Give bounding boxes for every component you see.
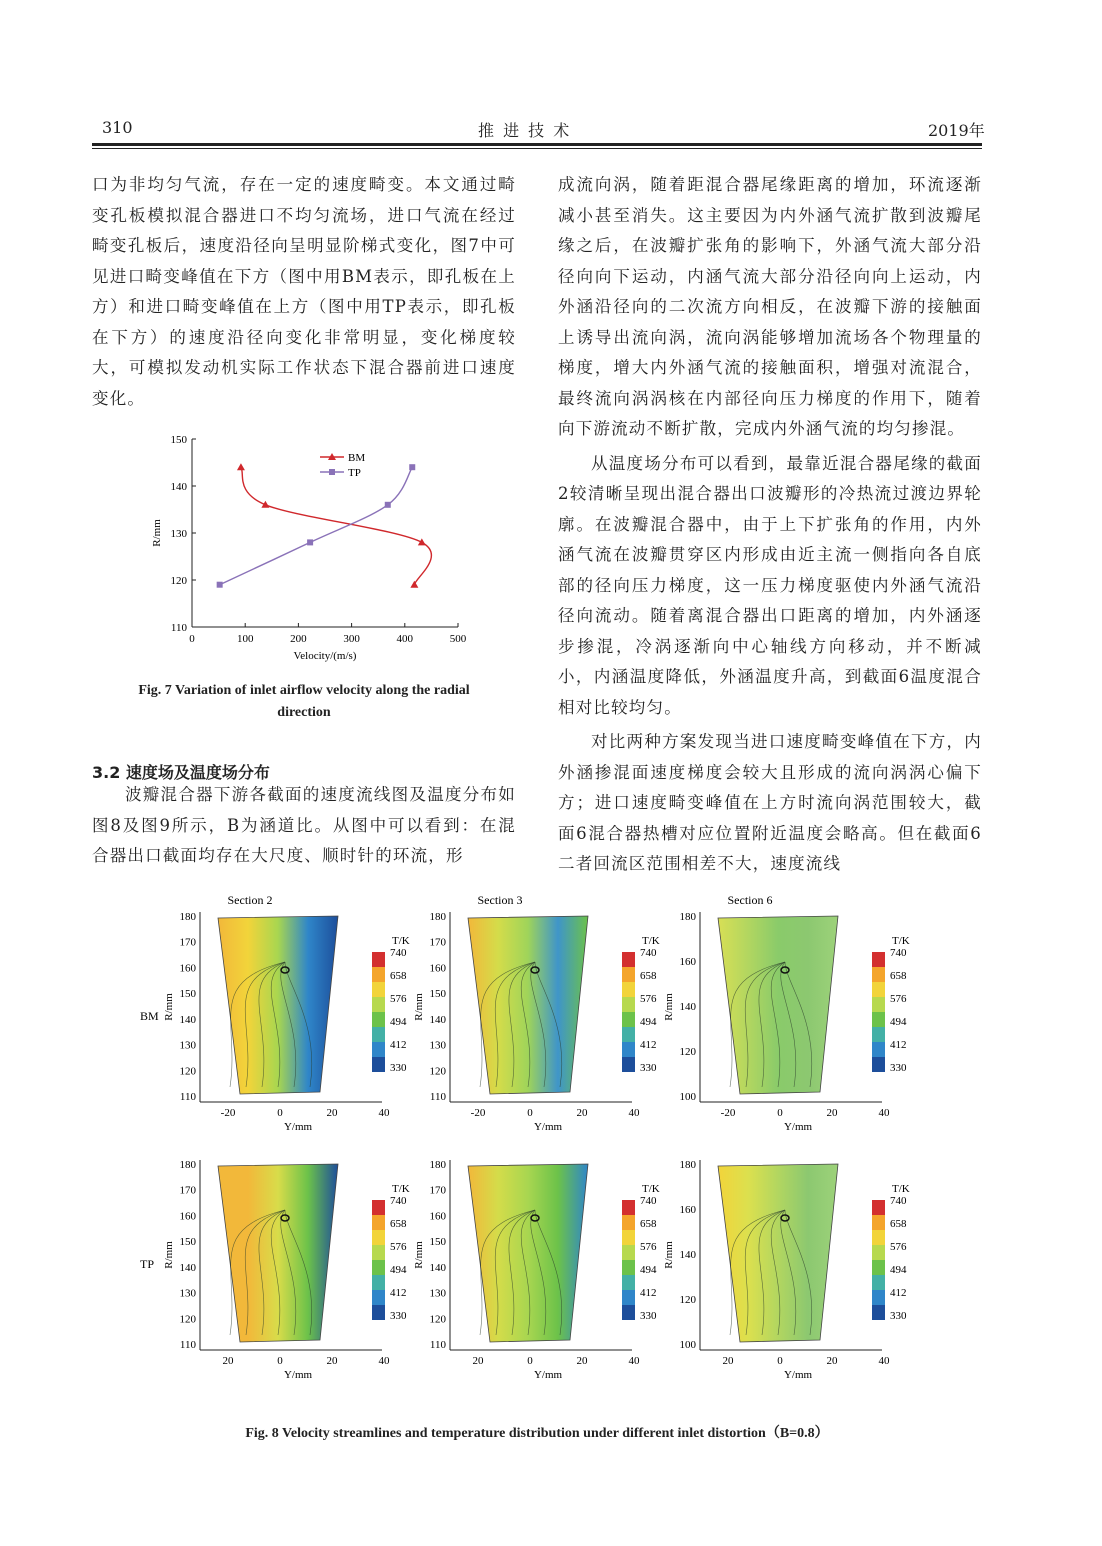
y-tick-label: 160: [429, 962, 446, 975]
data-point-TP: [409, 464, 415, 470]
colorbar-label: 576: [390, 1241, 407, 1253]
colorbar-title: T/K: [392, 1183, 410, 1195]
colorbar-label: 740: [640, 1195, 657, 1207]
y-tick-label: 150: [179, 988, 196, 1001]
y-tick-label: 130: [179, 1287, 196, 1300]
x-tick-label: 40: [378, 1355, 390, 1367]
y-tick-label: 170: [179, 1184, 196, 1197]
colorbar-label: 658: [390, 1218, 407, 1230]
colorbar-swatch: [872, 982, 885, 997]
colorbar-label: 494: [890, 1016, 907, 1028]
x-tick-label: -20: [220, 1107, 236, 1119]
colorbar-title: T/K: [892, 1183, 910, 1195]
x-axis-label: Y/mm: [283, 1369, 313, 1381]
x-tick-label: 0: [777, 1107, 783, 1119]
colorbar-swatch: [872, 1057, 885, 1072]
y-axis-label: R/mm: [151, 519, 163, 547]
y-tick-label: 180: [179, 1159, 196, 1171]
data-point-BM: [237, 463, 245, 470]
x-tick-label: -20: [470, 1107, 486, 1119]
colorbar-swatch: [372, 1305, 385, 1320]
temperature-contour: [718, 916, 838, 1094]
y-tick-label: 180: [429, 1159, 446, 1171]
colorbar-swatch: [372, 1275, 385, 1290]
x-tick-label: 40: [878, 1355, 890, 1367]
paragraph: 波瓣混合器下游各截面的速度流线图及温度分布如图8及图9所示，B为涵道比。从图中可以看到：在混合器出口截面均存在大尺度、顺时针的环流，形: [92, 785, 516, 865]
x-tick-label: 20: [826, 1107, 838, 1119]
x-tick-label: 20: [576, 1355, 588, 1367]
colorbar-label: 740: [890, 947, 907, 959]
x-tick-label: -20: [720, 1107, 736, 1119]
y-tick-label: 140: [679, 1001, 696, 1013]
colorbar-label: 658: [890, 1218, 907, 1230]
y-tick-label: 110: [429, 1091, 446, 1103]
x-tick-label: 20: [472, 1355, 484, 1367]
x-tick-label: 400: [396, 633, 414, 645]
page-number: 310: [102, 118, 133, 137]
x-tick-label: 300: [343, 633, 360, 645]
y-tick-label: 180: [429, 911, 446, 923]
y-tick-label: 140: [429, 1013, 446, 1026]
colorbar-swatch: [372, 1042, 385, 1057]
colorbar-swatch: [622, 1290, 635, 1305]
colorbar-label: 330: [390, 1062, 407, 1074]
temperature-contour: [218, 1164, 338, 1342]
x-tick-label: 40: [628, 1107, 640, 1119]
colorbar-label: 412: [890, 1287, 907, 1299]
colorbar-swatch: [622, 952, 635, 967]
y-axis-label: R/mm: [663, 1241, 675, 1269]
colorbar-label: 494: [390, 1016, 407, 1028]
x-tick-label: 0: [527, 1355, 533, 1367]
colorbar-label: 658: [640, 970, 657, 982]
colorbar-swatch: [372, 982, 385, 997]
colorbar-label: 576: [890, 993, 907, 1005]
colorbar-swatch: [372, 1260, 385, 1275]
colorbar-swatch: [872, 1275, 885, 1290]
series-line-TP: [220, 467, 413, 585]
colorbar-swatch: [622, 1305, 635, 1320]
colorbar-swatch: [372, 1290, 385, 1305]
colorbar-label: 330: [890, 1310, 907, 1322]
colorbar-swatch: [372, 1230, 385, 1245]
colorbar-swatch: [622, 1200, 635, 1215]
y-tick-label: 130: [170, 528, 187, 540]
colorbar-label: 658: [390, 970, 407, 982]
y-tick-label: 120: [179, 1065, 196, 1078]
colorbar-label: 494: [890, 1264, 907, 1276]
colorbar-label: 330: [640, 1310, 657, 1322]
data-point-TP: [307, 539, 313, 545]
data-point-TP: [217, 582, 223, 588]
caption-line: direction: [277, 705, 331, 720]
y-tick-label: 140: [179, 1013, 196, 1026]
colorbar-swatch: [372, 1027, 385, 1042]
journal-name: 推 进 技 术: [478, 121, 572, 140]
x-tick-label: 20: [326, 1107, 338, 1119]
y-tick-label: 160: [429, 1210, 446, 1223]
colorbar-swatch: [872, 1042, 885, 1057]
y-tick-label: 160: [179, 1210, 196, 1223]
x-tick-label: 0: [527, 1107, 533, 1119]
x-tick-label: 500: [449, 633, 467, 645]
legend-label: TP: [348, 467, 361, 479]
header-rule-thin: [92, 148, 982, 149]
paragraph: 成流向涡，随着距混合器尾缘距离的增加，环流逐渐减小甚至消失。这主要因为内外涵气流扩散到波瓣尾缘之后，在波瓣扩张角的影响下，外涵气流大部分沿径向向下运动，内涵气流大部分沿径向向上运动，内外涵沿径向的二次流方向相反，在波瓣下游的接触面上诱导出流向涡，流向涡能够增加流场各个物理量的梯度，增大内外涵气流的接触面积，增强对流混合，最终流向涡涡核在内部径向压力梯度的作用下，随着向下游流动不断扩散，完成内外涵气流的均匀掺混。: [558, 175, 982, 438]
x-tick-label: 20: [826, 1355, 838, 1367]
caption-line: Fig. 7 Variation of inlet airflow velocity along the radial: [138, 683, 470, 698]
x-tick-label: 20: [576, 1107, 588, 1119]
y-tick-label: 120: [179, 1313, 196, 1326]
colorbar-swatch: [622, 1057, 635, 1072]
section-heading: 3.2 速度场及温度场分布: [92, 763, 270, 782]
y-tick-label: 180: [679, 911, 696, 923]
x-axis-label: Y/mm: [783, 1369, 813, 1381]
x-tick-label: 0: [277, 1107, 283, 1119]
colorbar-swatch: [372, 1245, 385, 1260]
y-tick-label: 140: [179, 1261, 196, 1274]
y-tick-label: 150: [429, 988, 446, 1001]
y-tick-label: 110: [429, 1339, 446, 1351]
y-tick-label: 140: [170, 481, 187, 493]
colorbar-swatch: [872, 997, 885, 1012]
legend-marker: [329, 469, 335, 475]
colorbar-label: 330: [640, 1062, 657, 1074]
colorbar-swatch: [622, 1260, 635, 1275]
colorbar-swatch: [872, 1215, 885, 1230]
colorbar-swatch: [872, 1245, 885, 1260]
colorbar-title: T/K: [642, 935, 660, 947]
x-axis-label: Y/mm: [783, 1121, 813, 1133]
x-tick-label: 40: [628, 1355, 640, 1367]
y-tick-label: 110: [179, 1339, 196, 1351]
colorbar-swatch: [372, 1057, 385, 1072]
colorbar-label: 740: [640, 947, 657, 959]
x-axis-label: Y/mm: [533, 1121, 563, 1133]
colorbar-label: 576: [890, 1241, 907, 1253]
colorbar-label: 658: [640, 1218, 657, 1230]
y-axis-label: R/mm: [163, 1241, 175, 1269]
colorbar-label: 494: [640, 1016, 657, 1028]
y-axis-label: R/mm: [663, 993, 675, 1021]
colorbar-label: 740: [890, 1195, 907, 1207]
data-point-BM: [418, 538, 426, 545]
colorbar-swatch: [372, 952, 385, 967]
x-axis-label: Y/mm: [533, 1369, 563, 1381]
colorbar-swatch: [372, 967, 385, 982]
colorbar-swatch: [872, 952, 885, 967]
y-tick-label: 150: [179, 1236, 196, 1249]
colorbar-label: 412: [390, 1287, 407, 1299]
paragraph: 对比两种方案发现当进口速度畸变峰值在下方，内外涵掺混面速度梯度会较大且形成的流向涡涡心偏下方；进口速度畸变峰值在上方时流向涡范围较大，截面6混合器热槽对应位置附近温度会略高。但在截面6二者回流区范围相差不大，速度流线: [558, 732, 982, 873]
x-tick-label: 0: [189, 633, 195, 645]
y-axis-label: R/mm: [163, 993, 175, 1021]
y-tick-label: 160: [679, 1204, 696, 1216]
colorbar-swatch: [622, 1275, 635, 1290]
colorbar-swatch: [872, 967, 885, 982]
colorbar-swatch: [372, 1200, 385, 1215]
y-axis-label: R/mm: [413, 1241, 425, 1269]
colorbar-label: 330: [390, 1310, 407, 1322]
fig7-caption: [92, 680, 516, 724]
x-tick-label: 20: [222, 1355, 234, 1367]
section-title: Section 3: [477, 893, 523, 907]
y-tick-label: 150: [170, 434, 187, 446]
colorbar-swatch: [872, 1290, 885, 1305]
fig8-caption: Fig. 8 Velocity streamlines and temperature distribution under different inlet distortion（B=0.8）: [245, 1426, 829, 1441]
colorbar-label: 576: [640, 1241, 657, 1253]
colorbar-swatch: [622, 1215, 635, 1230]
temperature-contour: [218, 916, 338, 1094]
data-point-BM: [410, 581, 418, 588]
y-tick-label: 120: [429, 1065, 446, 1078]
y-tick-label: 180: [179, 911, 196, 923]
colorbar-swatch: [872, 1230, 885, 1245]
colorbar-swatch: [372, 1215, 385, 1230]
colorbar-label: 412: [640, 1287, 657, 1299]
series-line-BM: [241, 467, 431, 585]
colorbar-swatch: [872, 1027, 885, 1042]
colorbar-label: 740: [390, 947, 407, 959]
y-tick-label: 120: [170, 575, 187, 587]
colorbar-swatch: [872, 1260, 885, 1275]
colorbar-swatch: [872, 1012, 885, 1027]
header-rule: [92, 143, 982, 146]
colorbar-swatch: [622, 1012, 635, 1027]
y-tick-label: 110: [170, 622, 187, 634]
y-tick-label: 170: [429, 1184, 446, 1197]
y-tick-label: 110: [179, 1091, 196, 1103]
colorbar-label: 576: [640, 993, 657, 1005]
x-tick-label: 20: [326, 1355, 338, 1367]
y-tick-label: 120: [679, 1046, 696, 1058]
y-tick-label: 120: [429, 1313, 446, 1326]
x-tick-label: 0: [277, 1355, 283, 1367]
colorbar-title: T/K: [892, 935, 910, 947]
y-tick-label: 100: [679, 1091, 696, 1103]
x-tick-label: 20: [722, 1355, 734, 1367]
colorbar-swatch: [372, 997, 385, 1012]
y-tick-label: 130: [429, 1039, 446, 1052]
colorbar-label: 412: [890, 1039, 907, 1051]
colorbar-swatch: [622, 997, 635, 1012]
colorbar-label: 412: [390, 1039, 407, 1051]
y-tick-label: 100: [679, 1339, 696, 1351]
colorbar-label: 494: [640, 1264, 657, 1276]
paragraph: 从温度场分布可以看到，最靠近混合器尾缘的截面2较清晰呈现出混合器出口波瓣形的冷热流过渡边界轮廓。在波瓣混合器中，由于上下扩张角的作用，内外涵气流在波瓣贯穿区内形成由近主流一侧指向各自底部的径向压力梯度，这一压力梯度驱使内外涵气流沿径向流动。随着离混合器出口距离的增加，内外涵逐步掺混，冷涡逐渐向中心轴线方向移动，并不断减小，内涵温度降低，外涵温度升高，到截面6温度混合相对比较均匀。: [558, 453, 982, 717]
legend-label: BM: [348, 452, 366, 464]
x-tick-label: 200: [290, 633, 307, 645]
y-tick-label: 160: [679, 956, 696, 968]
section-title: Section 6: [727, 893, 773, 907]
y-tick-label: 170: [429, 936, 446, 949]
left-column: [92, 170, 516, 414]
temperature-contour: [468, 916, 588, 1094]
colorbar-swatch: [622, 982, 635, 997]
y-axis-label: R/mm: [413, 993, 425, 1021]
y-tick-label: 130: [429, 1287, 446, 1300]
colorbar-title: T/K: [392, 935, 410, 947]
x-axis-label: Velocity/(m/s): [293, 650, 357, 662]
paragraph: 口为非均匀气流，存在一定的速度畸变。本文通过畸变孔板模拟混合器进口不均匀流场，进口气流在经过畸变孔板后，速度沿径向呈明显阶梯式变化，图7中可见进口畸变峰值在下方（图中用BM表示，即孔板在上方）和进口畸变峰值在上方（图中用TP表示，即孔板在下方）的速度沿径向变化非常明显，变化梯度较大，可模拟发动机实际工作状态下混合器前进口速度变化。: [92, 175, 516, 408]
colorbar-swatch: [622, 967, 635, 982]
y-tick-label: 180: [679, 1159, 696, 1171]
colorbar-label: 330: [890, 1062, 907, 1074]
colorbar-swatch: [872, 1305, 885, 1320]
x-tick-label: 100: [236, 633, 254, 645]
colorbar-label: 658: [890, 970, 907, 982]
fig8-figure: [130, 890, 930, 1400]
fig7-chart: [120, 425, 500, 670]
x-axis-label: Y/mm: [283, 1121, 313, 1133]
colorbar-swatch: [622, 1027, 635, 1042]
y-tick-label: 140: [679, 1249, 696, 1261]
colorbar-swatch: [622, 1245, 635, 1260]
x-tick-label: 40: [878, 1107, 890, 1119]
year: 2019年: [928, 121, 985, 140]
colorbar-swatch: [872, 1200, 885, 1215]
y-tick-label: 120: [679, 1294, 696, 1306]
y-tick-label: 140: [429, 1261, 446, 1274]
colorbar-label: 412: [640, 1039, 657, 1051]
left-column-lower: [92, 780, 516, 872]
x-tick-label: 0: [777, 1355, 783, 1367]
temperature-contour: [718, 1164, 838, 1342]
colorbar-title: T/K: [642, 1183, 660, 1195]
colorbar-swatch: [622, 1230, 635, 1245]
y-tick-label: 150: [429, 1236, 446, 1249]
right-column: [558, 170, 982, 880]
data-point-TP: [385, 502, 391, 508]
y-tick-label: 130: [179, 1039, 196, 1052]
x-tick-label: 40: [378, 1107, 390, 1119]
y-tick-label: 170: [179, 936, 196, 949]
colorbar-label: 576: [390, 993, 407, 1005]
colorbar-swatch: [372, 1012, 385, 1027]
row-label: TP: [140, 1257, 155, 1271]
temperature-contour: [468, 1164, 588, 1342]
row-label: BM: [140, 1009, 159, 1023]
y-tick-label: 160: [179, 962, 196, 975]
colorbar-label: 494: [390, 1264, 407, 1276]
colorbar-swatch: [622, 1042, 635, 1057]
colorbar-label: 740: [390, 1195, 407, 1207]
section-title: Section 2: [227, 893, 273, 907]
